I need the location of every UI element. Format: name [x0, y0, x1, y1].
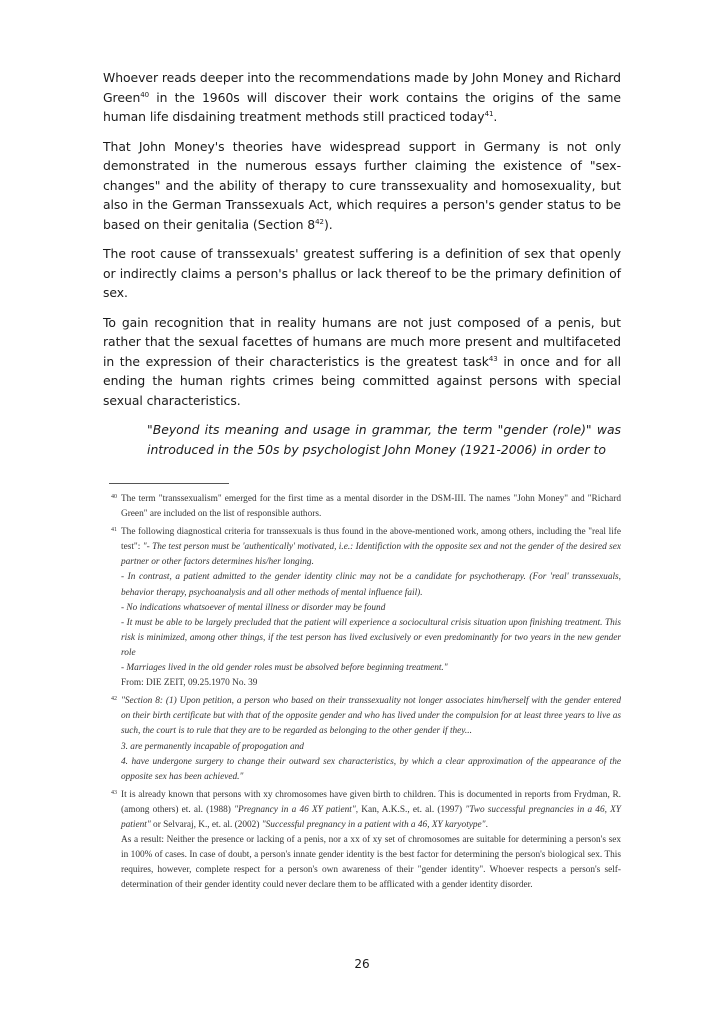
footnote-43-ref-intro: It is already known that persons with xy chromosomes have given birth to children. This is documented in reports from Frydman, R. (among others) et. al. (1988)	[121, 789, 621, 815]
paragraph-1-text-c: .	[493, 109, 498, 124]
paragraph-2-text-b: ).	[323, 216, 333, 232]
footnote-ref-42[interactable]: 42	[315, 217, 324, 226]
footnote-40-text: The term "transsexualism" emerged for the first time as a mental disorder in the DSM-III. The names "John Money" and "Richard Green" are included on the list of responsible authors.	[121, 494, 621, 520]
paragraph-1	[103, 68, 621, 127]
footnote-42-item-3: 3. are permanently incapable of propogation and	[121, 741, 304, 752]
footnote-43	[103, 788, 621, 894]
paragraph-2	[103, 137, 621, 235]
paragraph-3	[103, 244, 621, 303]
footnote-42	[103, 694, 621, 785]
paragraph-4	[103, 313, 621, 411]
footnote-43-conclusion: As a result: Neither the presence or lacking of a penis, nor a xx of xy set of chromosomes are suitable for determining a person's sex in 100% of cases. In case of doubt, a person's innate gender identity is the best factor for determining the person's biological sex. This requires, however, complete respect for a person's own awareness of their "gender identity". Whoever respects a person's self-determination of their gender identity could never declare them to be afflicated with a gender identity disorder.	[121, 835, 621, 891]
footnote-41-criterion-4: - It must be able to be largely precluded that the patient will experience a sociocultural crisis situation upon finishing treatment. This risk is minimized, among other things, if the test person has lived exclusively or even predominantly for two years in the new gender role	[121, 617, 621, 658]
footnote-41	[103, 525, 621, 691]
block-quote: "Beyond its meaning and usage in grammar, the term "gender (role)" was introduced in the 50s by psychologist John Money (1921-2006) in order to	[147, 422, 621, 457]
footnote-41-source: From: DIE ZEIT, 09.25.1970 No. 39	[121, 678, 258, 689]
footnote-43-ref-frydman: "Pregnancy in a 46 XY patient"	[234, 804, 356, 815]
footnote-ref-41[interactable]: 41	[484, 109, 494, 118]
footnote-42-mark: 42	[111, 696, 117, 703]
footnote-43-mark: 43	[111, 789, 117, 796]
page-content	[103, 68, 621, 896]
footnote-40	[103, 492, 621, 522]
footnote-41-intro: The following diagnostical criteria for transsexuals is thus found in the above-mentioned work, among others, including the "real life test":	[121, 527, 621, 553]
footnote-40-mark: 40	[111, 494, 117, 500]
paragraph-3-text: The root cause of transsexuals' greatest suffering is a definition of sex that openly or indirectly claims a person's phallus or lack thereof to be the primary definition of sex.	[103, 246, 621, 300]
paragraph-2-text-a: That John Money's theories have widespread support in Germany is not only demonstrated in the numerous essays further claiming the existence of "sex-changes" and the ability of therapy to cure transsexuality and homosexuality, but also in the German Transsexuals Act, which requires a person's gender status to be based on their genitalia (Section 8	[103, 138, 621, 232]
footnote-42-item-4: 4. have undergone surgery to change their outward sex characteristics, by which a clear approximation of the appearance of the opposite sex has been achieved."	[121, 756, 621, 782]
footnote-43-ref-end: .	[485, 819, 488, 830]
footnote-43-references	[121, 788, 621, 833]
footnote-divider	[109, 483, 229, 484]
footnote-43-ref-sep-2: or Selvaraj, K., et. al. (2002)	[150, 819, 262, 830]
footnote-41-criterion-1: "- The test person must be 'authentically' motivated, i.e.: Identifiction with the opposite sex and not the gender of the desired sex partner or other factors determines his/her longing.	[121, 542, 621, 568]
footnote-ref-43[interactable]: 43	[488, 354, 498, 363]
paragraph-4-text-a: To gain recognition that in reality humans are not just composed of a penis, but rather that the sexual facettes of humans are much more present and multifaceted in the expression of their characteristics is the greatest task	[103, 314, 621, 369]
footnote-41-criterion-3: - No indications whatsoever of mental illness or disorder may be found	[121, 602, 386, 613]
footnote-ref-40[interactable]: 40	[140, 90, 150, 99]
footnote-41-mark: 41	[111, 527, 117, 534]
footnote-41-criterion-2: - In contrast, a patient admitted to the gender identity clinic may not be a candidate for psychotherapy. (For 'real' transsexuals, behavior therapy, psychoanalysis and all other methods of mental influence fail).	[121, 572, 621, 598]
paragraph-1-text-b: in the 1960s will discover their work contains the origins of the same human life disdaining treatment methods still practiced today	[103, 89, 621, 124]
footnote-42-section-8: "Section 8: (1) Upon petition, a person who based on their transsexuality not longer associates him/herself with the gender entered on their birth certificate but with that of the opposite gender and who has lived under the compulsion for at least three years to live as such, the court is to rule that they are to be regarded as belonging to the other gender if they...	[121, 696, 621, 737]
footnote-43-ref-kan: "Two successful pregnancies in a 46, XY patient"	[121, 804, 621, 830]
footnote-41-criterion-5: - Marriages lived in the old gender roles must be absolved before beginning treatment."	[121, 663, 448, 674]
paragraph-4-text-b: in once and for all ending the human rights crimes being committed against persons with special sexual characteristics.	[103, 353, 621, 408]
page-number: 26	[354, 957, 370, 971]
footnote-43-ref-selvaraj: "Successful pregnancy in a patient with a 46, XY karyotype"	[261, 819, 486, 830]
paragraph-1-text-a: Whoever reads deeper into the recommendations made by John Money and Richard Green	[103, 70, 621, 105]
footnote-43-ref-sep-1: , Kan, A.K.S., et. al. (1997)	[355, 804, 466, 815]
